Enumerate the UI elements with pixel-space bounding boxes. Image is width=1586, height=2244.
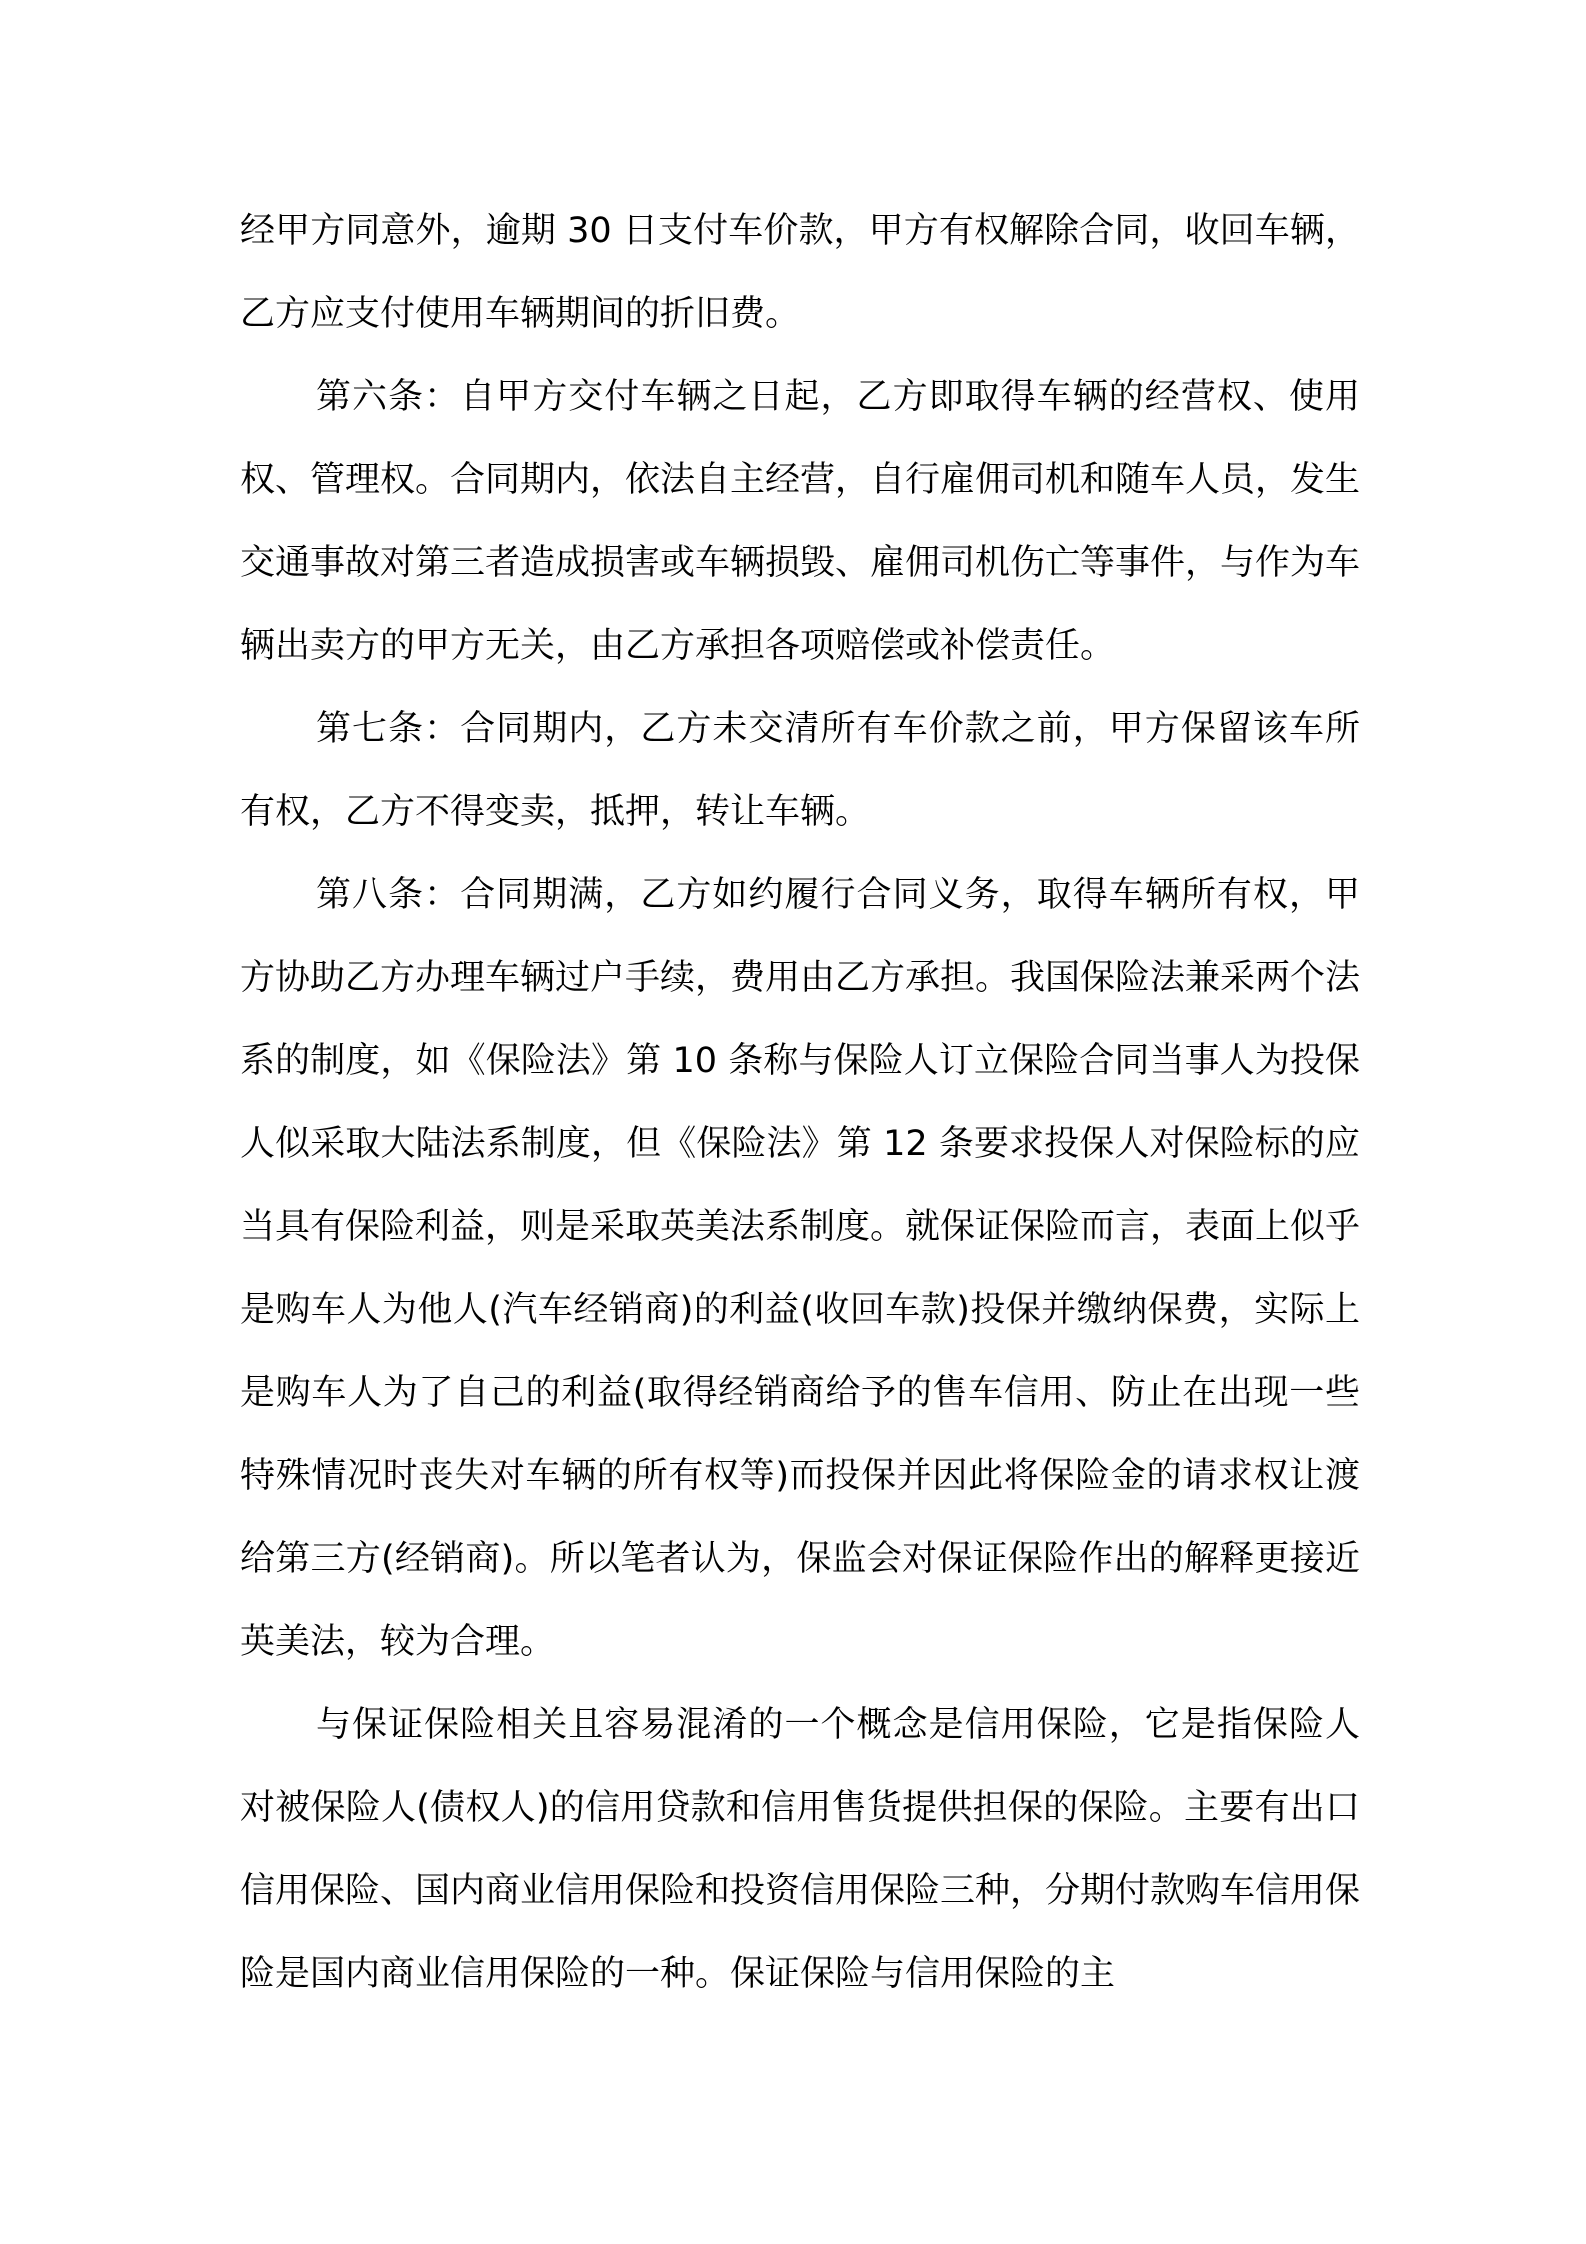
paragraph-article-8: 第八条：合同期满，乙方如约履行合同义务，取得车辆所有权，甲方协助乙方办理车辆过户手续，费用由乙方承担。我国保险法兼采两个法系的制度，如《保险法》第 10 条称与保险人订立保险合同当事人为投保人似采取大陆法系制度，但《保险法》第 12 条要求投保人对保险标的应当具有保险利益，则是采取英美法系制度。就保证保险而言，表面上似乎是购车人为他人(汽车经销商)的利益(收回车款)投保并缴纳保费，实际上是购车人为了自己的利益(取得经销商给予的售车信用、防止在出现一些特殊情况时丧失对车辆的所有权等)而投保并因此将保险金的请求权让渡给第三方(经销商)。所以笔者认为，保监会对保证保险作出的解释更接近英美法，较为合理。 <box>240 875 1361 1662</box>
document-body <box>240 190 1360 2016</box>
paragraph-continuation: 经甲方同意外，逾期 30 日支付车价款，甲方有权解除合同，收回车辆，乙方应支付使用车辆期间的折旧费。 <box>240 211 1360 334</box>
paragraph-article-6: 第六条：自甲方交付车辆之日起，乙方即取得车辆的经营权、使用权、管理权。合同期内，依法自主经营，自行雇佣司机和随车人员，发生交通事故对第三者造成损害或车辆损毁、雇佣司机伤亡等事件，与作为车辆出卖方的甲方无关，由乙方承担各项赔偿或补偿责任。 <box>240 377 1361 666</box>
paragraph-article-7: 第七条：合同期内，乙方未交清所有车价款之前，甲方保留该车所有权，乙方不得变卖，抵押，转让车辆。 <box>240 709 1360 832</box>
paragraph-credit-insurance: 与保证保险相关且容易混淆的一个概念是信用保险，它是指保险人对被保险人(债权人)的信用贷款和信用售货提供担保的保险。主要有出口信用保险、国内商业信用保险和投资信用保险三种，分期付款购车信用保险是国内商业信用保险的一种。保证保险与信用保险的主 <box>240 1705 1361 1994</box>
